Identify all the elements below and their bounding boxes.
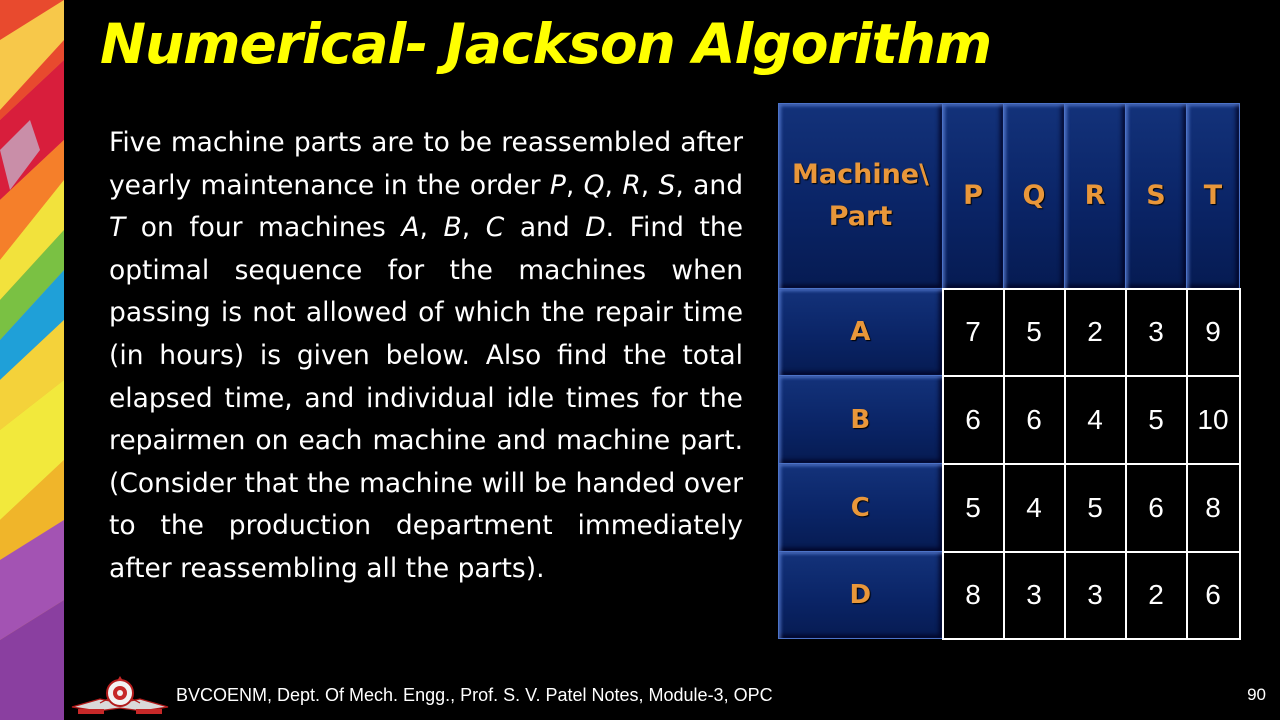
table-header-row	[779, 104, 1240, 289]
column-header: P	[943, 104, 1004, 289]
table-cell: 5	[943, 464, 1004, 552]
table-cell: 5	[1004, 289, 1065, 376]
college-emblem-icon	[70, 673, 170, 717]
table-cell: 5	[1065, 464, 1126, 552]
page-number: 90	[1247, 685, 1266, 704]
decorative-side-strip	[0, 0, 64, 720]
row-header: C	[779, 464, 943, 552]
table-cell: 3	[1004, 552, 1065, 639]
table-cell: 8	[1187, 464, 1240, 552]
table-row	[779, 289, 1240, 376]
table-cell: 8	[943, 552, 1004, 639]
corner-header: Machine\ Part	[779, 104, 943, 289]
row-header: B	[779, 376, 943, 464]
table-cell: 2	[1126, 552, 1187, 639]
table-cell: 5	[1126, 376, 1187, 464]
table-cell: 3	[1065, 552, 1126, 639]
column-header: S	[1126, 104, 1187, 289]
table-cell: 4	[1004, 464, 1065, 552]
table-cell: 9	[1187, 289, 1240, 376]
table-row	[779, 552, 1240, 639]
problem-statement: Five machine parts are to be reassembled after yearly maintenance in the order P, Q, R, S, and T on four machines A, B, C and D. Find the optimal sequence for the machines when passing is not allowed of which the repair time (in hours) is given below. Also find the total elapsed time, and individual idle times for the repairmen on each machine and machine part. (Consider that the machine will be handed over to the production department immediately after reassembling all the parts).	[109, 127, 744, 584]
table-cell: 6	[1004, 376, 1065, 464]
table-cell: 4	[1065, 376, 1126, 464]
slide-footer	[70, 672, 773, 718]
table-cell: 6	[943, 376, 1004, 464]
table-row	[779, 464, 1240, 552]
repair-time-table	[778, 103, 1241, 640]
footer-text: BVCOENM, Dept. Of Mech. Engg., Prof. S. V. Patel Notes, Module-3, OPC	[176, 684, 773, 705]
table-cell: 6	[1126, 464, 1187, 552]
row-header: A	[779, 289, 943, 376]
table-cell: 2	[1065, 289, 1126, 376]
column-header: R	[1065, 104, 1126, 289]
row-header: D	[779, 552, 943, 639]
slide-title: Numerical- Jackson Algorithm	[100, 12, 992, 76]
table-cell: 6	[1187, 552, 1240, 639]
table-cell: 10	[1187, 376, 1240, 464]
column-header: Q	[1004, 104, 1065, 289]
column-header: T	[1187, 104, 1240, 289]
table-cell: 7	[943, 289, 1004, 376]
table-cell: 3	[1126, 289, 1187, 376]
table-row	[779, 376, 1240, 464]
